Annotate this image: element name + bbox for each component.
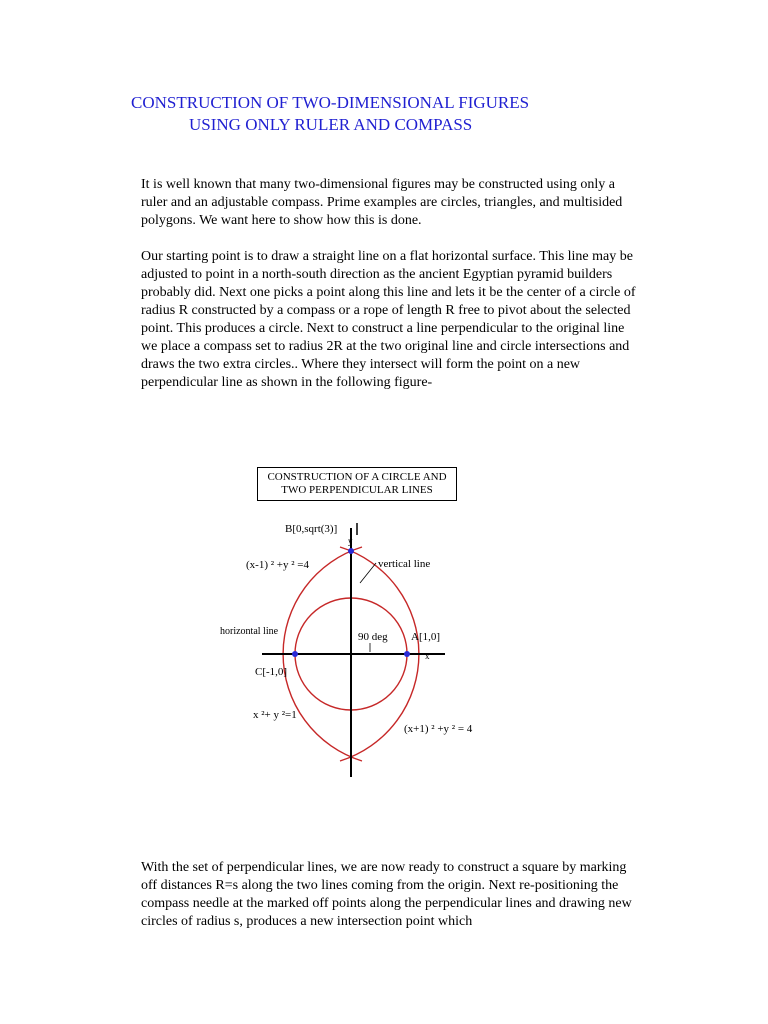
paragraph-intro: It is well known that many two-dimensional figures may be constructed using only a ruler and an adjustable compass. Prime examples are circles, triangles, and multisided polygons. We want here to show how this is done. <box>141 177 623 228</box>
label-angle: 90 deg <box>358 631 388 643</box>
point-a-marker <box>404 651 410 657</box>
vertical-line-leader <box>360 563 376 583</box>
label-circle-left: (x-1) ² +y ² =4 <box>246 559 309 571</box>
title-line-2: USING ONLY RULER AND COMPASS <box>189 115 473 134</box>
label-point-a: A[1,0] <box>411 631 441 643</box>
label-vertical-line: vertical line <box>378 558 431 570</box>
paragraph-starting-point: Our starting point is to draw a straight line on a flat horizontal surface. This line may be adjusted to point in a north-south direction as the ancient Egyptian pyramid builders probably did. Next one picks a point along this line and lets it be the center of a circle of radius R constructed by a compass or a rope of length R free to pivot about the selected point. This produces a circle. Next to construct a line perpendicular to the original line we place a compass set to radius 2R at the two original line and circle intersections and draws the two extra circles.. Where they intersect will form the point on a new perpendicular line as shown in the following figure- <box>141 249 636 390</box>
label-x-axis: x <box>425 651 430 661</box>
label-circle-right: (x+1) ² +y ² = 4 <box>404 723 473 735</box>
figure-caption-line-1: CONSTRUCTION OF A CIRCLE AND <box>267 471 447 483</box>
label-point-b: B[0,sqrt(3)] <box>285 523 338 535</box>
construction-diagram <box>200 455 480 785</box>
title-line-1: CONSTRUCTION OF TWO-DIMENSIONAL FIGURES <box>131 93 530 112</box>
label-point-c: C[-1,0] <box>255 666 288 678</box>
paragraph-square-construction: With the set of perpendicular lines, we are now ready to construct a square by marking off distances R=s along the two lines coming from the origin. Next re-positioning the compass needle at the marked off points along the perpendicular lines and drawing new circles of radius s, produces a new intersection point which <box>141 860 632 929</box>
label-unit-circle: x ²+ y ²=1 <box>253 709 297 721</box>
construction-figure <box>200 455 480 785</box>
label-horizontal-line: horizontal line <box>220 626 279 637</box>
point-c-marker <box>292 651 298 657</box>
figure-caption-line-2: TWO PERPENDICULAR LINES <box>281 484 433 496</box>
point-b-marker <box>348 548 354 554</box>
label-y-axis: y <box>348 536 353 546</box>
